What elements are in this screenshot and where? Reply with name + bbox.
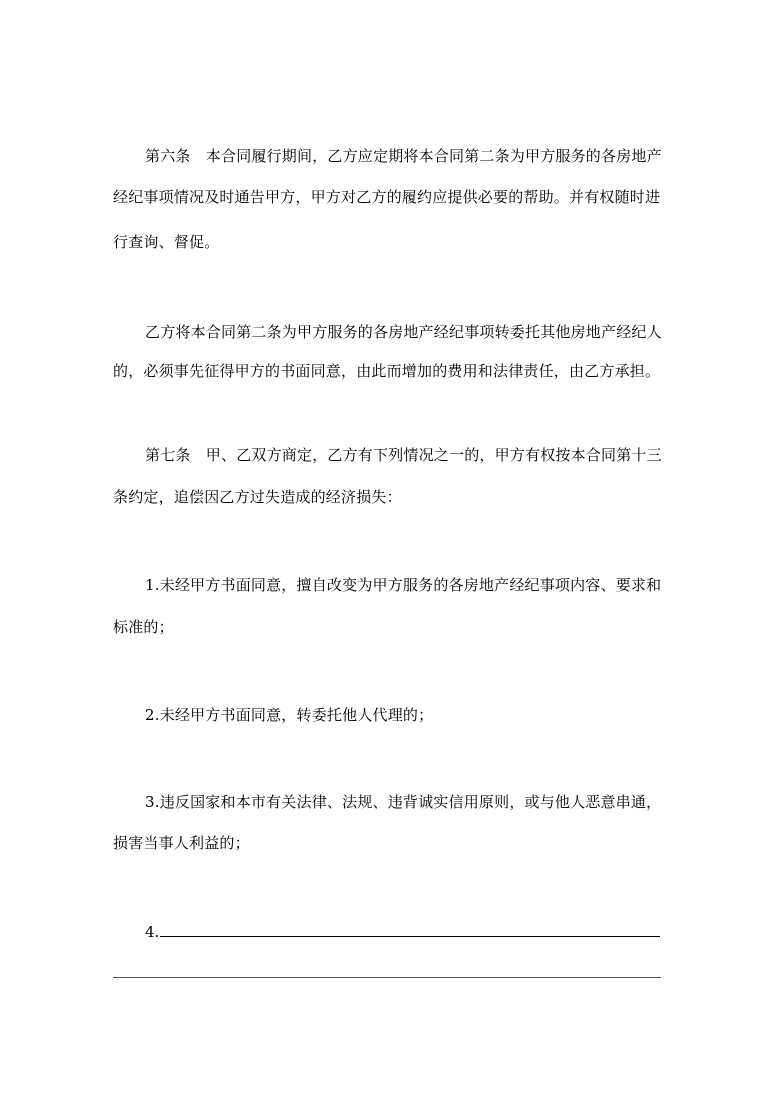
article6-paragraph1-line2: 经纪事项情况及时通告甲方，甲方对乙方的履约应提供必要的帮助。并有权随时进 [113, 188, 661, 206]
footer-divider [113, 977, 661, 978]
article7-item4-number: 4. [145, 923, 160, 941]
article7-item1-line1: 1.未经甲方书面同意，擅自改变为甲方服务的各房地产经纪事项内容、要求和 [145, 576, 662, 594]
article6-paragraph1-line3: 行查询、督促。 [113, 233, 220, 251]
article6-paragraph2-line2: 的，必须事先征得甲方的书面同意，由此而增加的费用和法律责任，由乙方承担。 [113, 362, 661, 380]
article7-item3-line2: 损害当事人利益的； [113, 834, 250, 852]
article7-paragraph1-line1: 第七条 甲、乙双方商定，乙方有下列情况之一的，甲方有权按本合同第十三 [145, 446, 662, 464]
article6-paragraph2-line1: 乙方将本合同第二条为甲方服务的各房地产经纪事项转委托其他房地产经纪人 [145, 323, 662, 341]
article7-item3-line1: 3.违反国家和本市有关法律、法规、违背诚实信用原则，或与他人恶意串通， [145, 793, 662, 811]
article7-item1-line2: 标准的； [113, 618, 174, 636]
article7-item4-row [145, 922, 661, 942]
article7-paragraph1-line2: 条约定，追偿因乙方过失造成的经济损失： [113, 488, 402, 506]
article7-item2-line1: 2.未经甲方书面同意，转委托他人代理的； [145, 706, 434, 724]
article6-paragraph1-line1: 第六条 本合同履行期间，乙方应定期将本合同第二条为甲方服务的各房地产 [145, 147, 662, 165]
article7-item4-fill-blank[interactable] [160, 936, 660, 937]
